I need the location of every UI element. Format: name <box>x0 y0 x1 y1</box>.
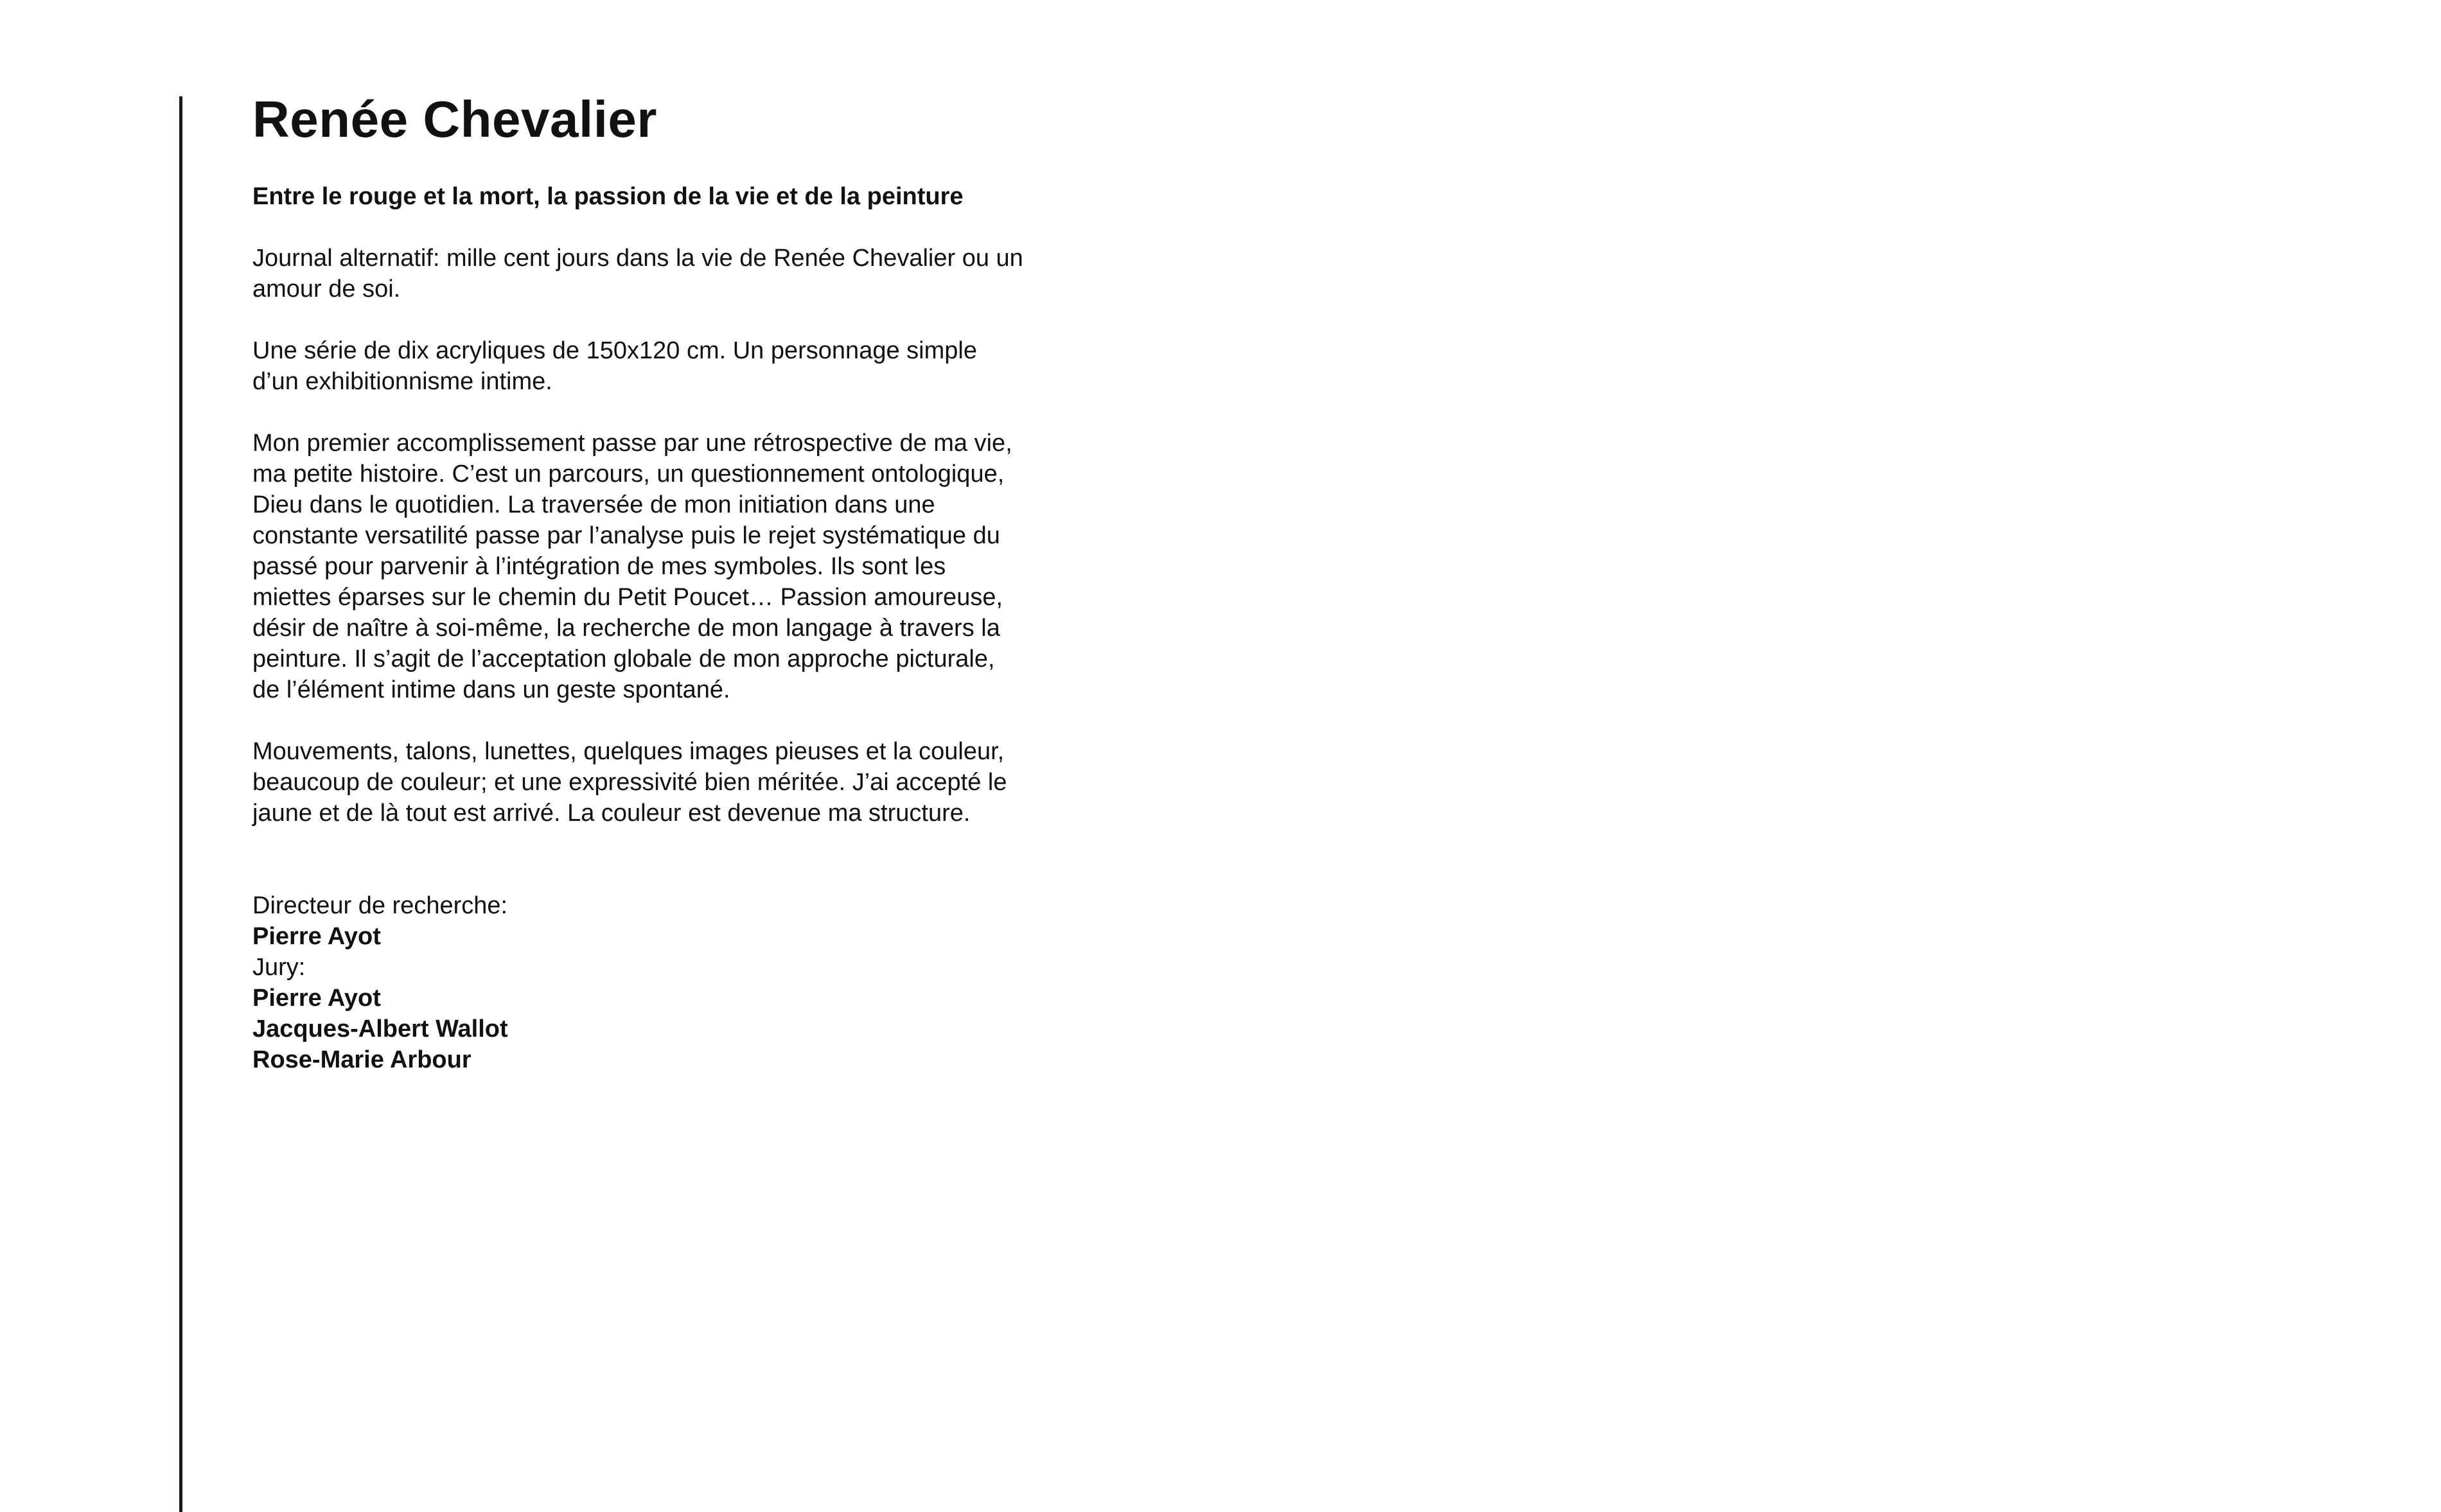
paragraph-accomplishment: Mon premier accomplissement passe par une rétrospective de ma vie, ma petite histoire. C’est un parcours, un questionnement ontologique, Dieu dans le quotidien. La traversée de mon initiation dans une constante versatilité passe par l’analyse puis le rejet systématique du passé pour parvenir à l’intégration de mes symboles. Ils sont les miettes éparses sur le chemin du Petit Poucet… Passion amoureuse, désir de naître à soi-même, la recherche de mon langage à travers la peinture. Il s’agit de l’acceptation globale de mon approche picturale, de l’élément intime dans un geste spontané. <box>252 430 1012 703</box>
jury-label: Jury: <box>252 954 306 981</box>
subtitle: Entre le rouge et la mort, la passion de la vie et de la peinture <box>252 183 964 210</box>
jury-member: Pierre Ayot <box>252 985 381 1012</box>
director-name: Pierre Ayot <box>252 923 381 950</box>
paragraph-series: Une série de dix acryliques de 150x120 cm. Un personnage simple d’un exhibitionnisme intime. <box>252 337 977 395</box>
left-margin-rule <box>179 96 182 1512</box>
credits-block <box>252 890 1023 1075</box>
jury-member: Jacques-Albert Wallot <box>252 1015 508 1042</box>
paragraph-intro: Journal alternatif: mille cent jours dans la vie de Renée Chevalier ou un amour de soi. <box>252 245 1023 303</box>
director-label: Directeur de recherche: <box>252 892 508 919</box>
paragraph-colour: Mouvements, talons, lunettes, quelques images pieuses et la couleur, beaucoup de couleur; et une expressivité bien méritée. J’ai accepté le jaune et de là tout est arrivé. La couleur est devenue ma structure. <box>252 738 1007 827</box>
page-title: Renée Chevalier <box>252 91 658 148</box>
document-body <box>252 89 1023 1075</box>
jury-member: Rose-Marie Arbour <box>252 1046 471 1073</box>
